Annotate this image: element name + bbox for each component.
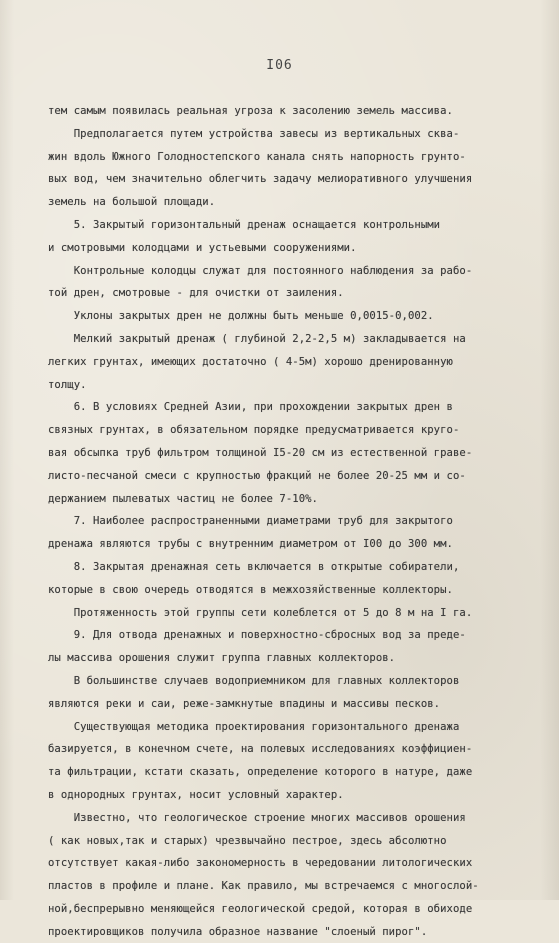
- text-line: жин вдоль Южного Голодностепского канала снять напорность грунто-: [48, 150, 466, 163]
- text-line: вая обсыпка труб фильтром толщиной I5-20 см из естественной граве-: [48, 446, 473, 459]
- text-line: 5. Закрытый горизонтальный дренаж оснащается контрольными: [48, 218, 441, 231]
- text-line: та фильтрации, кстати сказать, определение которого в натуре, даже: [48, 766, 473, 779]
- text-line: дренажа являются трубы с внутренним диаметром от I00 до 300 мм.: [48, 538, 453, 551]
- text-line: 6. В условиях Средней Азии, при прохождении закрытых дрен в: [48, 401, 453, 414]
- text-line: тем самым появилась реальная угроза к засолению земель массива.: [48, 105, 453, 117]
- text-line: Контрольные колодцы служат для постоянного наблюдения за рабо-: [48, 264, 473, 277]
- text-line: Предполагается путем устройства завесы из вертикальных сква-: [48, 127, 460, 140]
- text-line: отсутствует какая-либо закономерность в чередовании литологических: [48, 857, 473, 870]
- text-line: являются реки и саи, реже-замкнутые впадины и массивы песков.: [48, 697, 441, 710]
- text-line: в однородных грунтах, носит условный характер.: [48, 788, 344, 801]
- text-line: Существующая методика проектирования горизонтального дренажа: [48, 720, 460, 733]
- page-number: I06: [266, 58, 293, 73]
- text-line: 9. Для отвода дренажных и поверхностно-сбросных вод за преде-: [48, 629, 466, 642]
- text-line: листо-песчаной смеси с крупностью фракций не более 20-25 мм и со-: [48, 469, 466, 482]
- text-line: и смотровыми колодцами и устьевыми сооружениями.: [48, 241, 357, 254]
- text-line: проектировщиков получила образное название "слоеный пирог".: [48, 925, 428, 938]
- text-line: 7. Наиболее распространенными диаметрами труб для закрытого: [48, 515, 453, 528]
- text-line: связных грунтах, в обязательном порядке предусматривается круго-: [48, 424, 460, 437]
- text-line: земель на большой площади.: [48, 196, 216, 209]
- text-line: В большинстве случаев водоприемником для главных коллекторов: [48, 674, 460, 687]
- text-line: вых вод, чем значительно облегчить задачу мелиоративного улучшения: [48, 173, 473, 186]
- text-line: Протяженность этой группы сети колеблется от 5 до 8 м на I га.: [48, 606, 473, 619]
- text-line: пластов в профиле и плане. Как правило, мы встречаемся с многослой-: [48, 880, 479, 893]
- text-line: ной,беспрерывно меняющейся геологической средой, которая в обиходе: [48, 902, 473, 915]
- text-line: ( как новых,так и старых) чрезвычайно пестрое, здесь абсолютно: [48, 834, 447, 847]
- text-line: Известно, что геологическое строение многих массивов орошения: [48, 811, 466, 824]
- text-line: лы массива орошения служит группа главных коллекторов.: [48, 652, 396, 665]
- text-line: той дрен, смотровые - для очистки от заиления.: [48, 287, 344, 300]
- text-line: Мелкий закрытый дренаж ( глубиной 2,2-2,5 м) закладывается на: [48, 332, 466, 345]
- text-line: толщу.: [48, 378, 87, 391]
- text-line: Уклоны закрытых дрен не должны быть меньше 0,0015-0,002.: [48, 310, 434, 323]
- text-line: 8. Закрытая дренажная сеть включается в открытые собиратели,: [48, 560, 460, 573]
- text-line: легких грунтах, имеющих достаточно ( 4-5м) хорошо дренированную: [48, 355, 453, 368]
- body-text: [48, 100, 528, 943]
- text-line: которые в свою очередь отводятся в межхозяйственные коллекторы.: [48, 583, 453, 596]
- text-line: базируется, в конечном счете, на полевых исследованиях коэффициен-: [48, 743, 473, 756]
- text-line: держанием пылеватых частиц не более 7-10%.: [48, 492, 318, 505]
